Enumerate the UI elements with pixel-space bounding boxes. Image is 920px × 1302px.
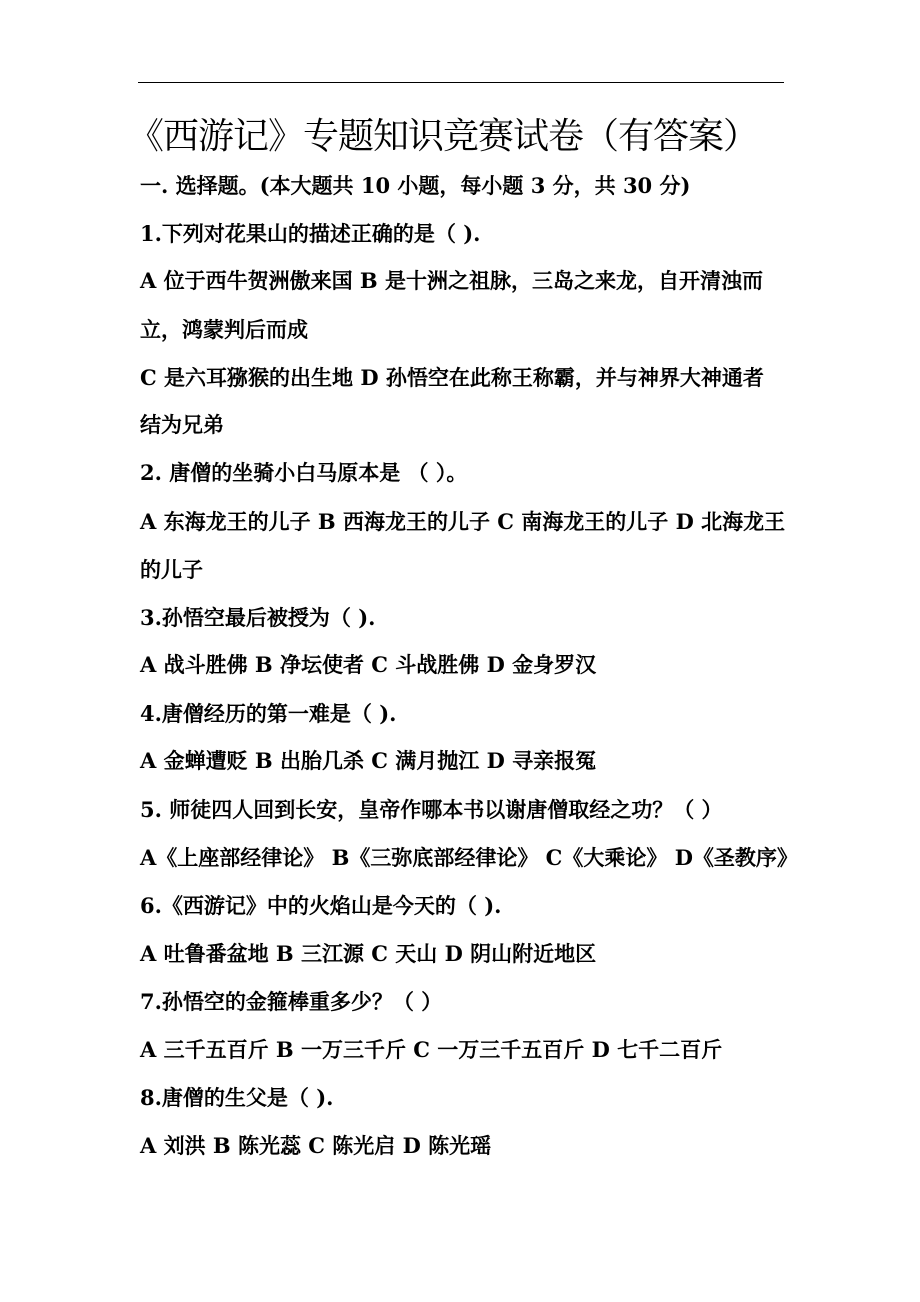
- question-1-option-line: 结为兄弟: [140, 412, 224, 437]
- question-4-stem: 4.唐僧经历的第一难是（ ).: [140, 701, 397, 726]
- question-1-option-line: C 是六耳猕猴的出生地 D 孙悟空在此称王称霸，并与神界大神通者: [140, 365, 764, 390]
- question-3-stem: 3.孙悟空最后被授为（ ).: [140, 605, 376, 630]
- question-6-stem: 6.《西游记》中的火焰山是今天的（ ).: [140, 893, 502, 918]
- question-3-options: A 战斗胜佛 B 净坛使者 C 斗战胜佛 D 金身罗汉: [140, 652, 597, 677]
- question-5-options: A《上座部经律论》 B《三弥底部经律论》 C《大乘论》 D《圣教序》: [140, 845, 798, 870]
- page-title: 《西游记》专题知识竞赛试卷（有答案）: [128, 116, 759, 157]
- question-1-stem: 1.下列对花果山的描述正确的是（ ).: [140, 221, 481, 246]
- question-1-option-line: A 位于西牛贺洲傲来国 B 是十洲之祖脉，三岛之来龙，自开清浊而: [140, 268, 763, 293]
- question-8-options: A 刘洪 B 陈光蕊 C 陈光启 D 陈光瑶: [140, 1133, 492, 1158]
- header-rule: [138, 82, 784, 83]
- question-2-option-line: 的儿子: [140, 557, 203, 582]
- question-6-options: A 吐鲁番盆地 B 三江源 C 天山 D 阴山附近地区: [140, 941, 597, 966]
- question-5-stem: 5. 师徒四人回到长安，皇帝作哪本书以谢唐僧取经之功？（ ）: [140, 797, 723, 822]
- question-2-stem: 2. 唐僧的坐骑小白马原本是 （ ）。: [140, 460, 468, 485]
- question-7-options: A 三千五百斤 B 一万三千斤 C 一万三千五百斤 D 七千二百斤: [140, 1037, 723, 1062]
- question-1-option-line: 立，鸿蒙判后而成: [140, 317, 308, 342]
- question-8-stem: 8.唐僧的生父是（ ).: [140, 1085, 334, 1110]
- question-7-stem: 7.孙悟空的金箍棒重多少？（ ）: [140, 989, 443, 1014]
- question-4-options: A 金蝉遭贬 B 出胎几杀 C 满月抛江 D 寻亲报冤: [140, 748, 597, 773]
- question-2-option-line: A 东海龙王的儿子 B 西海龙王的儿子 C 南海龙王的儿子 D 北海龙王: [140, 509, 786, 534]
- section-heading: 一. 选择题。(本大题共 10 小题，每小题 3 分，共 30 分): [140, 173, 691, 198]
